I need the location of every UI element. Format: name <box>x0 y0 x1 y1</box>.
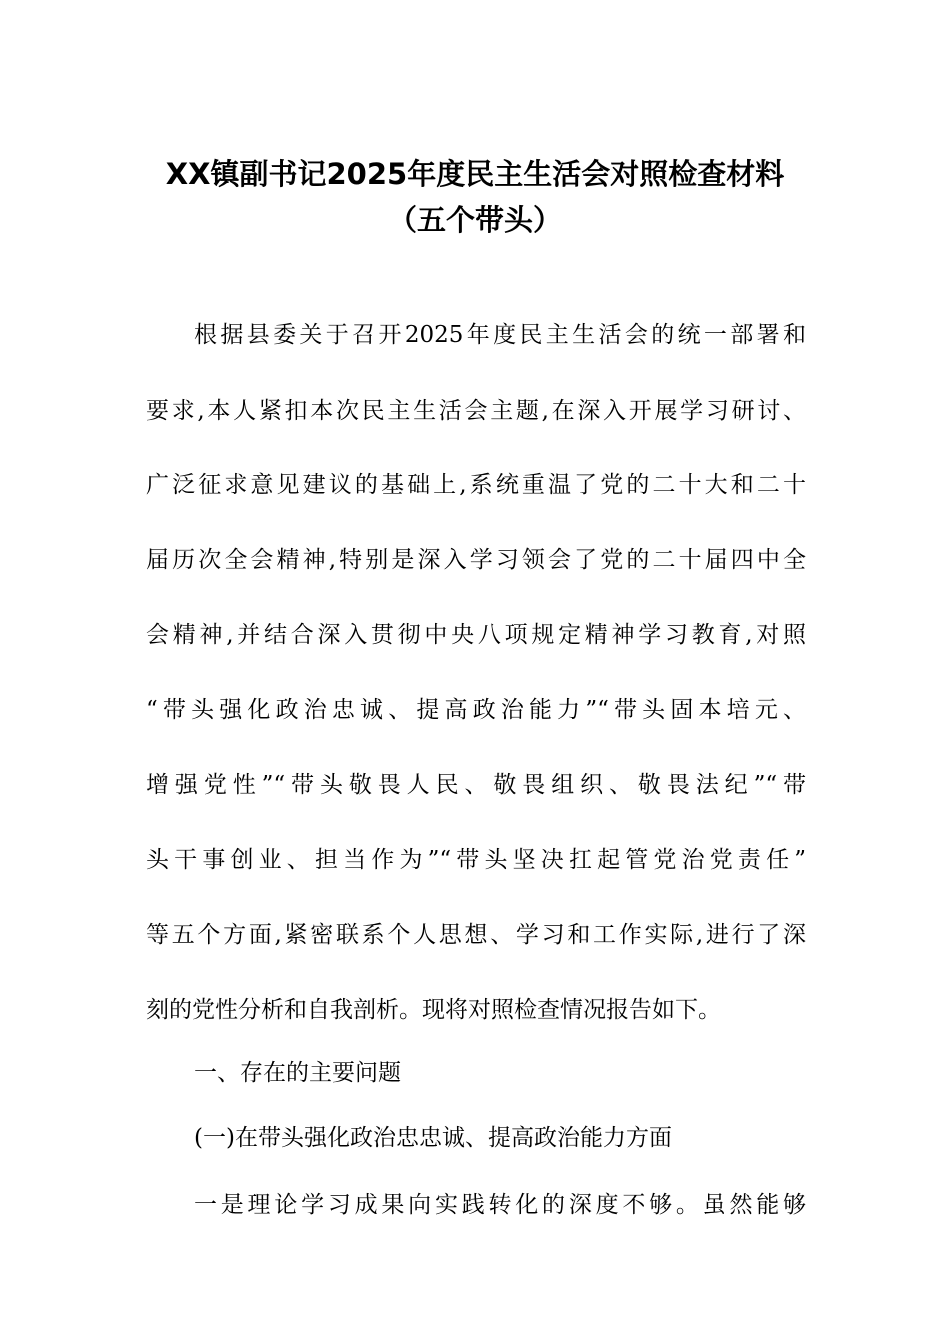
intro-line-6: “带头强化政治忠诚、提高政治能力”“带头固本培元、 <box>146 697 806 723</box>
document-title: XX镇副书记2025年度民主生活会对照检查材料 <box>165 157 785 191</box>
subsection-heading: (一)在带头强化政治忠忠诚、提高政治能力方面 <box>194 1125 672 1151</box>
intro-line-8: 头干事创业、担当作为”“带头坚决扛起管党治党责任” <box>146 847 806 873</box>
section-heading: 一、存在的主要问题 <box>194 1060 401 1086</box>
intro-line-2: 要求,本人紧扣本次民主生活会主题,在深入开展学习研讨、 <box>146 398 806 424</box>
intro-line-1: 根据县委关于召开2025年度民主生活会的统一部署和 <box>194 322 806 348</box>
intro-line-3: 广泛征求意见建议的基础上,系统重温了党的二十大和二十 <box>146 472 806 498</box>
intro-line-7: 增强党性”“带头敬畏人民、敬畏组织、敬畏法纪”“带 <box>146 772 806 798</box>
document-subtitle: （五个带头） <box>387 203 562 237</box>
intro-line-9: 等五个方面,紧密联系个人思想、学习和工作实际,进行了深 <box>146 922 806 948</box>
point-line: 一是理论学习成果向实践转化的深度不够。虽然能够 <box>194 1192 806 1218</box>
intro-line-4: 届历次全会精神,特别是深入学习领会了党的二十届四中全 <box>146 547 806 573</box>
intro-line-10: 刻的党性分析和自我剖析。现将对照检查情况报告如下。 <box>146 997 721 1023</box>
intro-line-5: 会精神,并结合深入贯彻中央八项规定精神学习教育,对照 <box>146 622 806 648</box>
